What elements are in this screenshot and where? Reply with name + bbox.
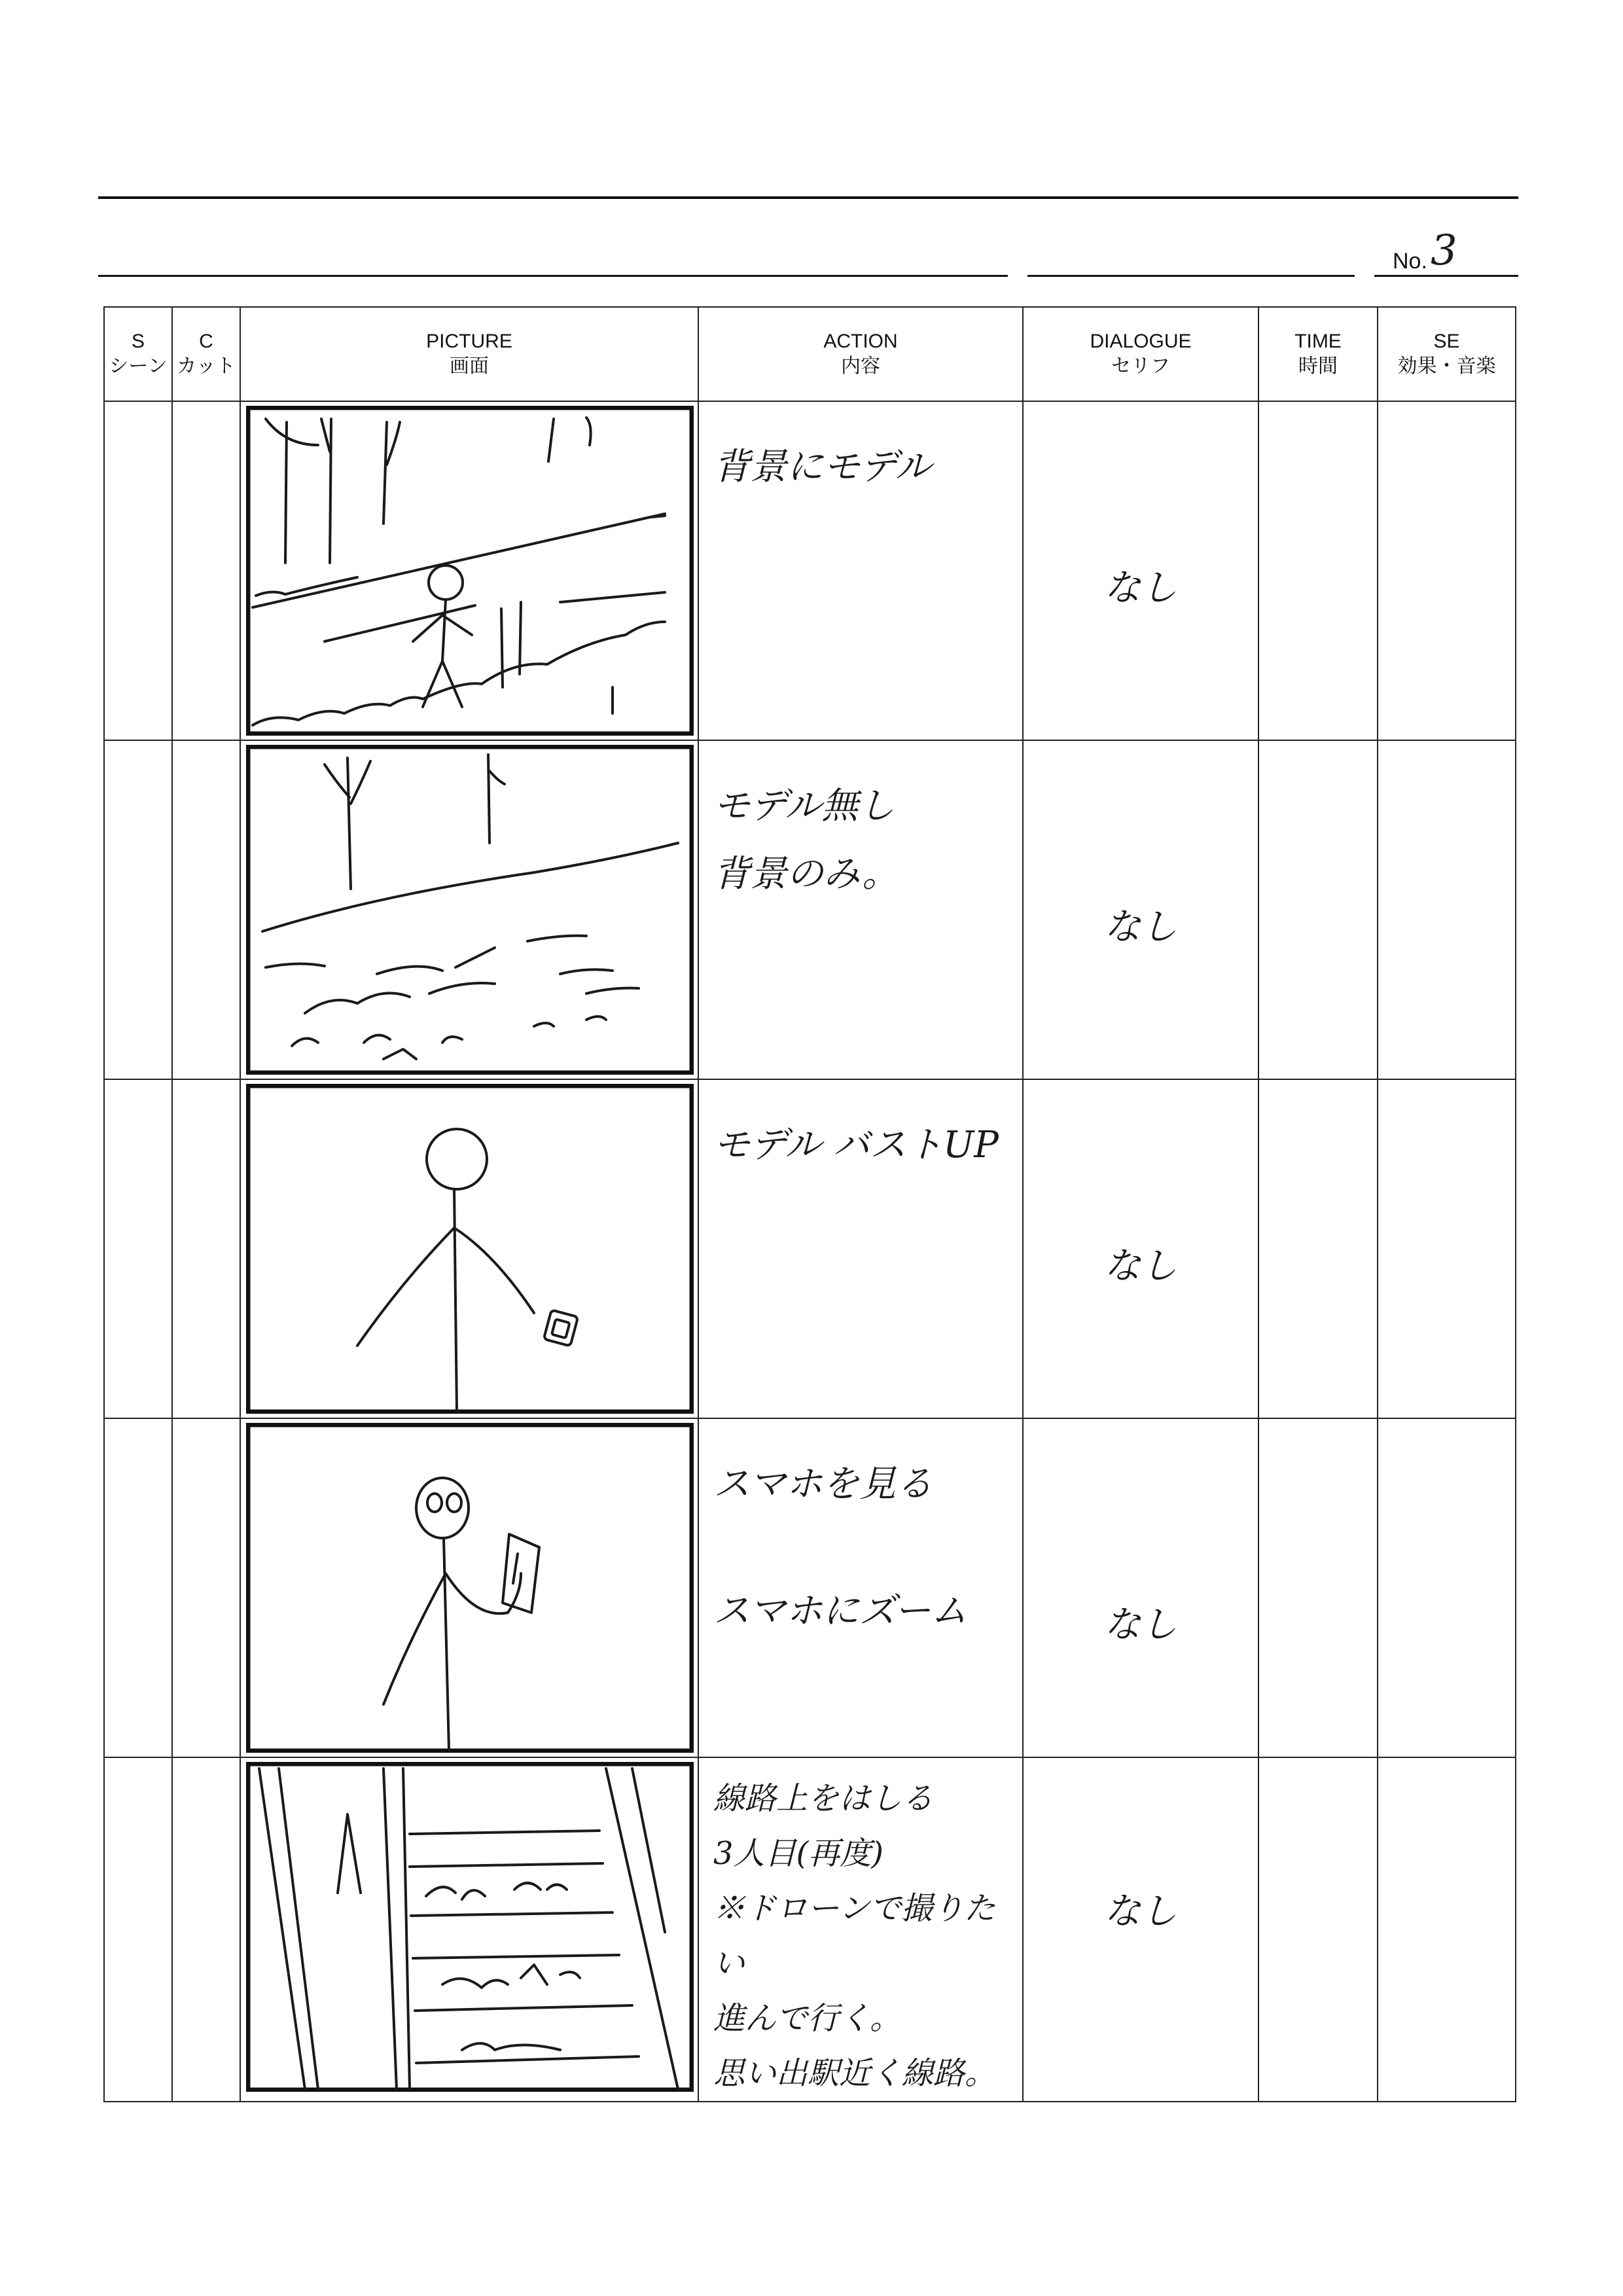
header-time: TIME 時間 [1258, 307, 1378, 401]
cut-cell [172, 1757, 240, 2102]
dialogue-cell [1023, 1079, 1258, 1418]
action-line: 思い出駅近く線路。 [713, 2055, 997, 2092]
picture-cell [240, 740, 698, 1079]
dialogue-cell [1023, 401, 1258, 740]
picture-cell [240, 1079, 698, 1418]
header-dialogue: DIALOGUE セリフ [1023, 307, 1258, 401]
se-cell [1378, 401, 1516, 740]
subtitle-line [1027, 275, 1355, 277]
sheet-number-label: No. [1393, 249, 1427, 274]
action-cell [698, 1757, 1023, 2102]
action-line: 背景のみ。 [713, 853, 899, 895]
time-cell [1258, 1079, 1378, 1418]
picture-cell [240, 1757, 698, 2102]
header-cut: C カット [172, 307, 240, 401]
dialogue-text: なし [1104, 1604, 1177, 1646]
action-line: 3人目(再度) [713, 1835, 883, 1872]
cut-cell [172, 740, 240, 1079]
time-cell [1258, 1757, 1378, 2102]
se-cell [1378, 1757, 1516, 2102]
scene-cell [104, 1757, 172, 2102]
title-line [98, 275, 1008, 277]
sketch-looking-at-phone [246, 1423, 694, 1753]
top-rule [98, 196, 1518, 199]
cut-cell [172, 401, 240, 740]
dialogue-cell [1023, 1418, 1258, 1757]
picture-cell [240, 401, 698, 740]
header-picture: PICTURE 画面 [240, 307, 698, 401]
action-line: 進んで行く。 [713, 2000, 902, 2037]
header-se: SE 効果・音楽 [1378, 307, 1516, 401]
sketch-model-in-background [246, 406, 694, 736]
header-action: ACTION 内容 [698, 307, 1023, 401]
action-cell [698, 740, 1023, 1079]
sketch-background-only [246, 745, 694, 1075]
dialogue-cell [1023, 1757, 1258, 2102]
action-line: スマホにズーム [713, 1590, 968, 1632]
action-cell [698, 1418, 1023, 1757]
action-cell [698, 401, 1023, 740]
se-cell [1378, 1079, 1516, 1418]
action-line: モデル バストUP [713, 1124, 999, 1166]
dialogue-text: なし [1104, 1890, 1177, 1933]
dialogue-cell [1023, 740, 1258, 1079]
action-line: ※ドローンで撮りたい [713, 1890, 996, 1982]
cut-cell [172, 1079, 240, 1418]
dialogue-text: なし [1104, 906, 1177, 948]
number-line [1374, 275, 1518, 277]
time-cell [1258, 740, 1378, 1079]
header-scene: S シーン [104, 307, 172, 401]
action-line: 線路上をはしる [713, 1780, 934, 1817]
cut-row [104, 1418, 1516, 1757]
cut-row [104, 740, 1516, 1079]
time-cell [1258, 1418, 1378, 1757]
dialogue-text: なし [1104, 1245, 1177, 1287]
scene-cell [104, 401, 172, 740]
cut-row [104, 1079, 1516, 1418]
action-line: 背景にモデル [713, 446, 932, 488]
sheet-number-value: 3 [1431, 226, 1457, 275]
cut-cell [172, 1418, 240, 1757]
header-row [104, 307, 1516, 401]
se-cell [1378, 1418, 1516, 1757]
storyboard-table [103, 306, 1516, 2102]
scene-cell [104, 1418, 172, 1757]
se-cell [1378, 740, 1516, 1079]
action-cell [698, 1079, 1023, 1418]
cut-row [104, 1757, 1516, 2102]
action-line: スマホを見る [713, 1463, 933, 1505]
scene-cell [104, 1079, 172, 1418]
dialogue-text: なし [1104, 567, 1177, 609]
scene-cell [104, 740, 172, 1079]
sketch-model-bust-up [246, 1084, 694, 1414]
cut-row [104, 401, 1516, 740]
time-cell [1258, 401, 1378, 740]
sketch-railway-tracks [246, 1762, 694, 2092]
picture-cell [240, 1418, 698, 1757]
action-line: モデル無し [713, 785, 895, 827]
